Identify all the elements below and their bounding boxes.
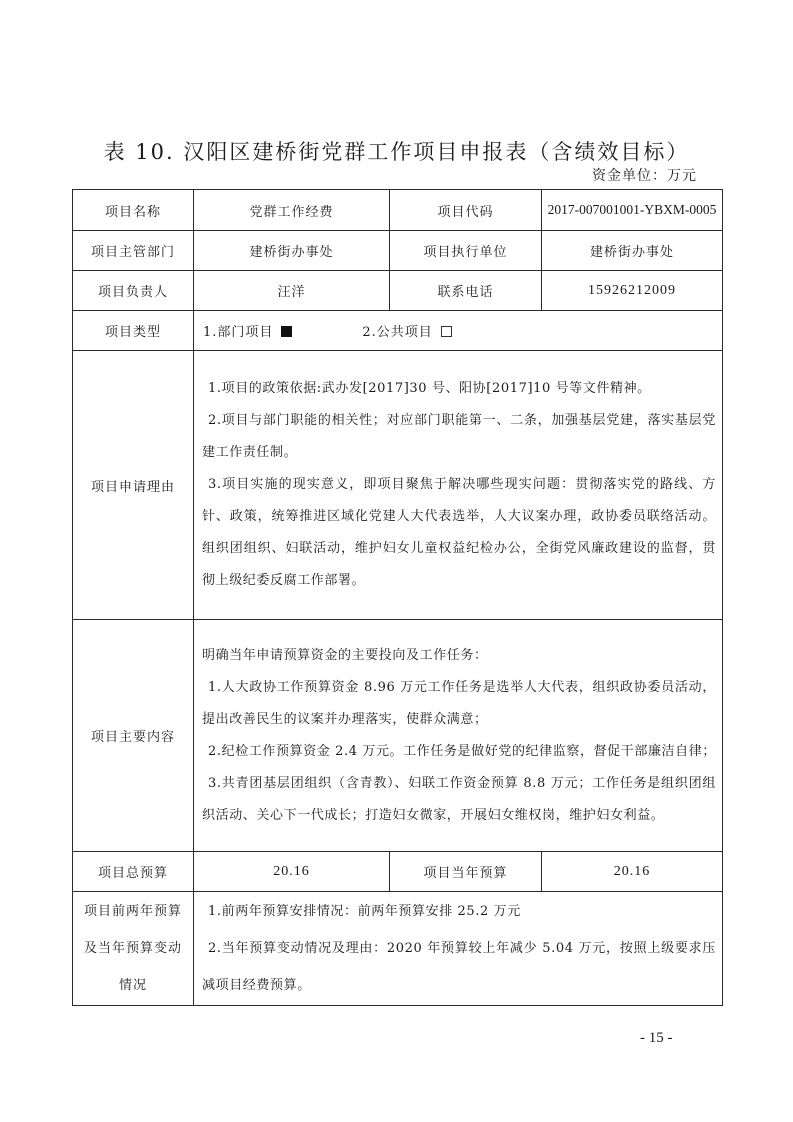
document-title: 表 10. 汉阳区建桥街党群工作项目申报表（含绩效目标） [103,140,690,164]
value-project-code: 2017-007001001-YBXM-0005 [542,190,723,231]
content-paragraph: 2.纪检工作预算资金 2.4 万元。工作任务是做好党的纪律监察，督促干部廉洁自律； [208,743,716,759]
application-reason-content [194,351,723,620]
value-executing-unit: 建桥街办事处 [542,231,723,271]
table-row [73,892,723,1006]
label-current-year-budget: 项目当年预算 [390,852,542,892]
option-department-project: 1.部门项目 [203,325,274,340]
label-project-name: 项目名称 [73,190,194,231]
value-supervising-dept: 建桥街办事处 [194,231,390,271]
label-main-content: 项目主要内容 [73,620,194,852]
table-row [73,351,723,620]
currency-unit-note: 资金单位：万元 [592,168,697,184]
page-number: - 15 - [640,1030,673,1046]
checkbox-checked-icon [281,326,292,337]
budget-paragraph: 2.当年预算变动情况及理由：2020 年预算较上年减少 5.04 万元，按照上级要求压减项目经费预算。 [202,941,716,993]
project-type-options [194,311,723,351]
table-row [73,311,723,351]
label-budget-change [73,892,194,1006]
reason-paragraph: 2.项目与部门职能的相关性；对应部门职能第一、二条，加强基层党建，落实基层党建工作责任制。 [202,413,716,460]
label-line: 情况 [118,978,147,993]
reason-paragraph: 1.项目的政策依据:武办发[2017]30 号、阳协[2017]10 号等文件精神。 [208,381,651,396]
value-project-name: 党群工作经费 [194,190,390,231]
table-row [73,620,723,852]
value-project-leader: 汪洋 [194,271,390,311]
table-row [73,231,723,271]
label-supervising-dept: 项目主管部门 [73,231,194,271]
value-current-year-budget: 20.16 [542,852,723,892]
option-public-project: 2.公共项目 [362,325,433,340]
label-contact-phone: 联系电话 [390,271,542,311]
reason-paragraph: 3.项目实施的现实意义，即项目聚焦于解决哪些现实问题：贯彻落实党的路线、方针、政策，统筹推进区域化党建人大代表选举，人大议案办理，政协委员联络活动。组织团组织、妇联活动，维护妇女儿童权益纪检办公，全街党风廉政建设的监督，贯彻上级纪委反腐工作部署。 [202,477,716,588]
label-project-leader: 项目负责人 [73,271,194,311]
label-line: 及当年预算变动 [83,941,182,956]
budget-change-content [194,892,723,1006]
table-row [73,271,723,311]
table-row [73,852,723,892]
label-project-code: 项目代码 [390,190,542,231]
budget-paragraph: 1.前两年预算安排情况：前两年预算安排 25.2 万元 [208,904,521,919]
value-contact-phone: 15926212009 [542,271,723,311]
label-total-budget: 项目总预算 [73,852,194,892]
content-paragraph: 明确当年申请预算资金的主要投向及工作任务： [202,647,488,663]
value-total-budget: 20.16 [194,852,390,892]
label-line: 项目前两年预算 [83,904,182,919]
content-paragraph: 1.人大政协工作预算资金 8.96 万元工作任务是选举人大代表，组织政协委员活动，提出改善民生的议案并办理落实，使群众满意； [202,679,716,727]
label-executing-unit: 项目执行单位 [390,231,542,271]
content-paragraph: 3.共青团基层团组织（含青教）、妇联工作资金预算 8.8 万元；工作任务是组织团组织活动、关心下一代成长；打造妇女微家，开展妇女维权岗，维护妇女利益。 [202,775,716,823]
table-row [73,190,723,231]
checkbox-unchecked-icon [441,326,452,337]
label-application-reason: 项目申请理由 [73,351,194,620]
main-content-body [194,620,723,852]
project-application-table [72,189,723,1006]
label-project-type: 项目类型 [73,311,194,351]
